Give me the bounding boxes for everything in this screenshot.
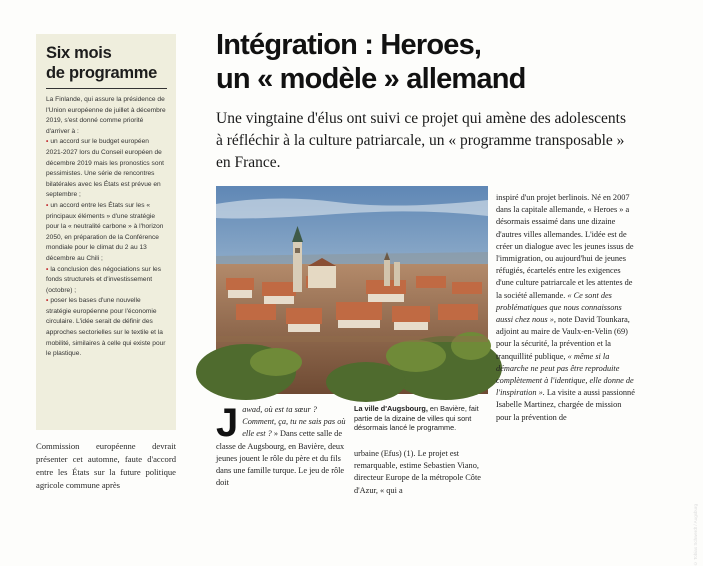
sidebar-bullet: • la conclusion des négociations sur les fonds structurels et d'investissement (octobre) ; [46, 265, 162, 294]
left-column-text: Commission européenne devrait présenter cet automne, faute d'accord entre les États sur la future politique agricole commune après [36, 441, 176, 490]
sidebar-bullet: • un accord entre les États sur les « principaux éléments » d'une stratégie pour la « neutralité carbone » à l'horizon 2050, en préparation de la Conférence mondiale pour le climat du 2 au 13 décembre au Chili ; [46, 201, 164, 262]
photo-credit: © Tobias Schwerdt / Augsburg [693, 504, 698, 566]
article-body-column-3: inspiré d'un projet berlinois. Né en 2007 dans la capitale allemande, « Heroes » a désormais essaimé dans une dizaine d'autres villes allemandes. L'idée est de créer un dialogue avec les jeunes issus de l'immigration, ou aujourd'hui de jeunes réfugiés, écartelés entre les exigences d'une culture patriarcale et les attentes de la société allemande. « Ce sont des problématiques que nous connaissons aussi chez nous », note David Tounkara, adjoint au maire de Vaulx-en-Velin (69) pour la sécurité, la prévention et la tranquillité publique, « même si la démarche ne peut pas être reproduite complètement à l'identique, elle donne de l'inspiration ». La visite a aussi passionné Isabelle Martinez, chargée de mission pour la prévention de [496, 193, 635, 422]
drop-cap: J [216, 401, 239, 445]
sidebar-rule [46, 88, 167, 89]
article-headline: Intégration : Heroes, un « modèle » allemand [216, 29, 526, 95]
photo-caption: La ville d'Augsbourg, en Bavière, fait partie de la dizaine de villes qui sont désormais lancé le programme. [354, 404, 479, 433]
article-deck: Une vingtaine d'élus ont suivi ce projet qui amène des adolescents à réfléchir à la culture patriarcale, un « programme transposable » en France. [216, 110, 626, 171]
sidebar-bullet: • un accord sur le budget européen 2021-2027 lors du Conseil européen de décembre 2019 mais les pronostics sont pessimistes. Une série de rencontres bilatérales avec les États est prévue en septembre ; [46, 138, 165, 199]
article-body-column-2: urbaine (Efus) (1). Le projet est remarquable, estime Sebastien Viano, directeur Europe de la métropole Côte d'Azur, « qui a [354, 449, 481, 495]
sidebar-title: Six mois de programme [46, 44, 158, 82]
sidebar-intro: La Finlande, qui assure la présidence de l'Union européenne de juillet à décembre 2019, s'est donné comme priorité d'arriver à : [46, 96, 166, 135]
sidebar-box [36, 34, 176, 430]
sidebar-bullet: • poser les bases d'une nouvelle stratégie européenne pour l'économie circulaire. L'idée serait de définir des approches sectorielles sur le textile et la mobilité, similaires à celle qui existe pour le plastique. [46, 297, 166, 358]
article-body-column-1: J awad, où est ta sœur ? Comment, ça, tu ne sais pas où elle est ? » Dans cette salle de classe de Augsbourg, en Bavière, deux jeunes jouent le rôle du père et du fils dans une famille turque. Le jeu de rôle doit [216, 401, 346, 488]
